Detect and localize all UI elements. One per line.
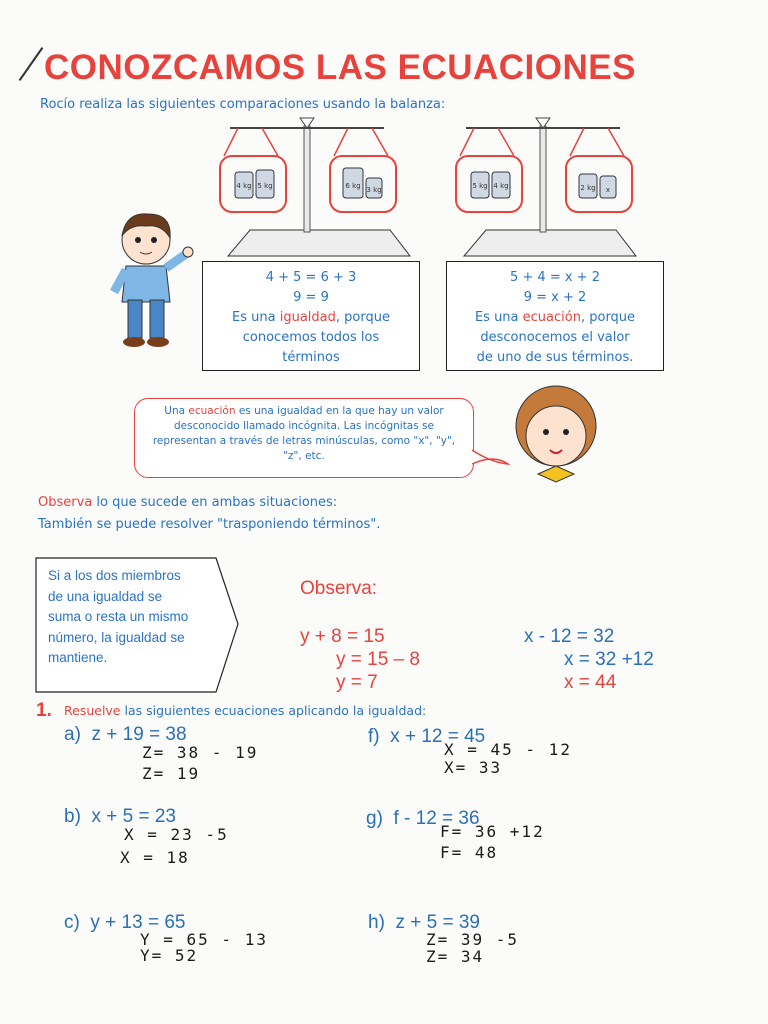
observe-line-1: [38, 492, 380, 514]
text: Es una: [232, 310, 280, 325]
equation-line-5: de uno de sus términos.: [476, 350, 634, 365]
example-left-2: y = 15 – 8: [336, 649, 420, 670]
answer-h-line-2: Z= 34: [426, 947, 485, 966]
answer-f-line-1: X = 45 - 12: [444, 740, 572, 759]
problem-label: b): [64, 806, 81, 827]
weight-label: 2 kg: [580, 184, 596, 192]
weight-label: 5 kg: [472, 182, 488, 190]
answer-g-line-2: F= 48: [440, 843, 499, 862]
equation-box: [446, 261, 664, 371]
answer-a-line-1: Z= 38 - 19: [142, 743, 259, 762]
example-right-3: x = 44: [564, 672, 617, 693]
observe-line-2: También se puede resolver "trasponiendo términos".: [38, 517, 381, 532]
problem-equation: f - 12 = 36: [393, 808, 480, 829]
answer-b-line-1: X = 23 -5: [124, 825, 229, 844]
problem-equation: z + 19 = 38: [91, 724, 187, 745]
intro-text: Rocío realiza las siguientes comparaciones usando la balanza:: [40, 97, 446, 112]
observe-text: [38, 492, 380, 536]
problem-label: g): [366, 808, 383, 829]
weight-label: x: [605, 186, 611, 194]
definition-callout: [134, 398, 474, 478]
weight-label: 6 kg: [345, 182, 361, 190]
equation-line-3: [447, 308, 663, 328]
answer-g-line-1: F= 36 +12: [440, 822, 545, 841]
balance-scales-illustration: [200, 112, 640, 260]
problem-equation: x + 12 = 45: [390, 726, 486, 747]
weight-label: 4 kg: [236, 182, 252, 190]
answer-c-line-2: Y= 52: [140, 946, 199, 965]
keyword-resuelve: Resuelve: [64, 703, 121, 718]
weight-label: 5 kg: [257, 182, 273, 190]
answer-a-line-2: Z= 19: [142, 764, 201, 783]
text: , porque: [580, 310, 636, 325]
text: , porque: [335, 310, 390, 325]
answer-f-line-2: X= 33: [444, 758, 503, 777]
equation-line-2: 9 = x + 2: [523, 290, 587, 305]
balance-scale-1: [220, 118, 410, 256]
exercise-number: 1.: [36, 700, 52, 721]
keyword-ecuacion: ecuación: [522, 310, 581, 325]
text: Es una: [474, 310, 523, 325]
equality-line-3: [203, 308, 419, 328]
answer-h-line-1: Z= 39 -5: [426, 930, 520, 949]
keyword-igualdad: igualdad: [279, 310, 336, 325]
problem-label: c): [64, 912, 80, 933]
equality-line-1: 4 + 5 = 6 + 3: [265, 270, 357, 285]
page-title: CONOZCAMOS LAS ECUACIONES: [44, 48, 636, 87]
equality-line-4: conocemos todos los: [242, 330, 380, 345]
weight-label: 3 kg: [366, 186, 382, 194]
child-face-illustration: [508, 378, 604, 488]
example-right-2: x = 32 +12: [564, 649, 654, 670]
callout-tail: [470, 440, 510, 470]
problem-label: h): [368, 912, 385, 933]
text: es una igualdad en la que hay un valor desconocido llamado incógnita. Las incógnitas se representan a través de letras minúsculas, como "x", "y", "z", etc.: [152, 405, 456, 462]
equality-line-5: términos: [282, 350, 340, 365]
text: lo que sucede en ambas situaciones:: [92, 495, 338, 510]
keyword-observa: Observa: [38, 495, 93, 510]
equation-line-4: desconocemos el valor: [480, 330, 630, 345]
boy-illustration: [96, 210, 196, 350]
problem-label: a): [64, 724, 81, 745]
example-title: Observa:: [300, 578, 378, 599]
problem-equation: x + 5 = 23: [91, 806, 176, 827]
problem-label: f): [368, 726, 380, 747]
weight-label: 4 kg: [493, 182, 509, 190]
keyword-ecuacion: ecuación: [188, 405, 236, 417]
problem-equation: z + 5 = 39: [395, 912, 480, 933]
rule-text: Si a los dos miembros de una igualdad se suma o resta un mismo número, la igualdad se mantiene.: [48, 568, 189, 665]
answer-b-line-2: X = 18: [120, 848, 190, 867]
text: Una: [164, 405, 189, 417]
problem-equation: y + 13 = 65: [90, 912, 186, 933]
equality-box: [202, 261, 420, 371]
equality-line-2: 9 = 9: [293, 290, 329, 305]
balance-scale-2: [456, 118, 636, 256]
exercise-instruction: [64, 703, 426, 718]
text: las siguientes ecuaciones aplicando la igualdad:: [120, 703, 427, 718]
example-right-1: x - 12 = 32: [524, 626, 615, 647]
example-left-3: y = 7: [336, 672, 378, 693]
equation-line-1: 5 + 4 = x + 2: [510, 270, 600, 285]
title-slash: [19, 47, 44, 81]
answer-c-line-1: Y = 65 - 13: [140, 930, 268, 949]
example-left-1: y + 8 = 15: [300, 626, 385, 647]
